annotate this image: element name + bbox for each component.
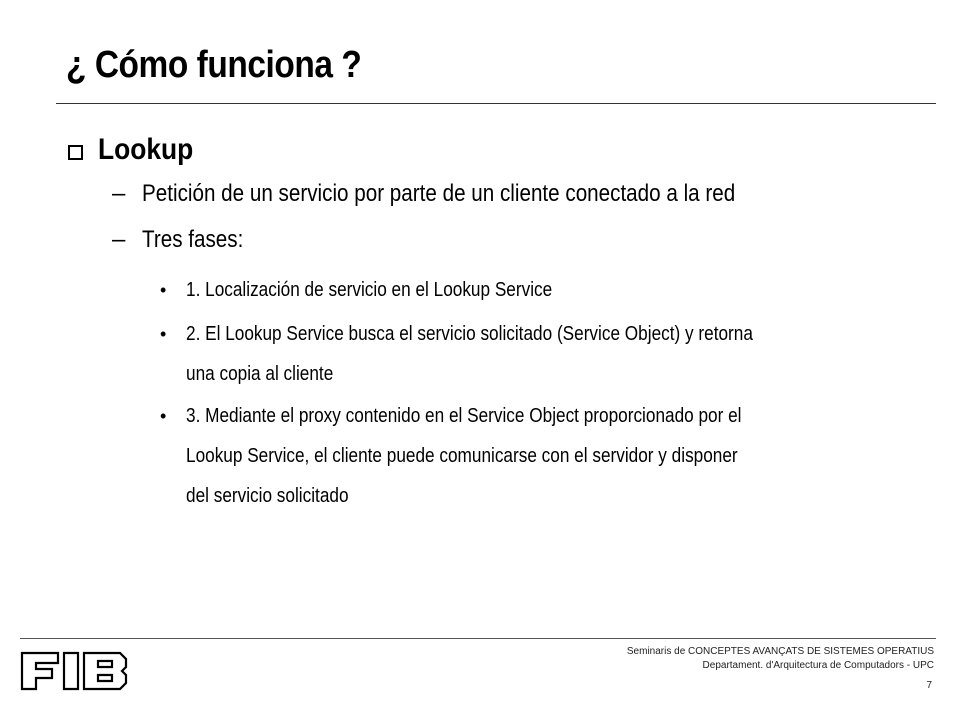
bullet-level2-text: Tres fases: — [142, 226, 244, 253]
bullet-level1-text: Lookup — [98, 133, 194, 166]
footer-line-department: Departament. d'Arquitectura de Computadors - UPC — [702, 660, 934, 671]
bullet-level2-text: Petición de un servicio por parte de un cliente conectado a la red — [142, 180, 736, 207]
bullet-level3-item — [160, 396, 940, 516]
bullet-level3-line: 1. Localización de servicio en el Lookup Service — [186, 279, 553, 301]
bullet-level3-line: del servicio solicitado — [186, 485, 349, 507]
bullet-level3-line: Lookup Service, el cliente puede comunicarse con el servidor y disponer — [186, 445, 738, 467]
footer-divider — [20, 638, 936, 639]
bullet-level3-item — [160, 270, 940, 310]
slide-title: ¿ Cómo funciona ? — [66, 44, 362, 86]
bullet-level2-item — [112, 180, 832, 208]
square-bullet-icon — [68, 145, 83, 160]
footer-line-seminar: Seminaris de CONCEPTES AVANÇATS DE SISTEMES OPERATIUS — [626, 646, 934, 657]
dot-bullet-icon: • — [160, 324, 167, 344]
bullet-level2-item — [112, 226, 260, 254]
bullet-level3-line: una copia al cliente — [186, 363, 334, 385]
bullet-level3-line: 3. Mediante el proxy contenido en el Service Object proporcionado por el — [186, 405, 742, 427]
footer-credits — [627, 645, 934, 673]
dash-bullet-icon: – — [112, 226, 126, 253]
page-number: 7 — [926, 680, 932, 691]
dash-bullet-icon: – — [112, 180, 126, 207]
dot-bullet-icon: • — [160, 280, 167, 300]
dot-bullet-icon: • — [160, 406, 167, 426]
bullet-level3-item — [160, 314, 940, 394]
bullet-level3-line: 2. El Lookup Service busca el servicio solicitado (Service Object) y retorna — [186, 323, 753, 345]
fib-logo — [20, 645, 132, 693]
title-divider — [56, 103, 936, 104]
bullet-level1-lookup — [68, 133, 206, 167]
